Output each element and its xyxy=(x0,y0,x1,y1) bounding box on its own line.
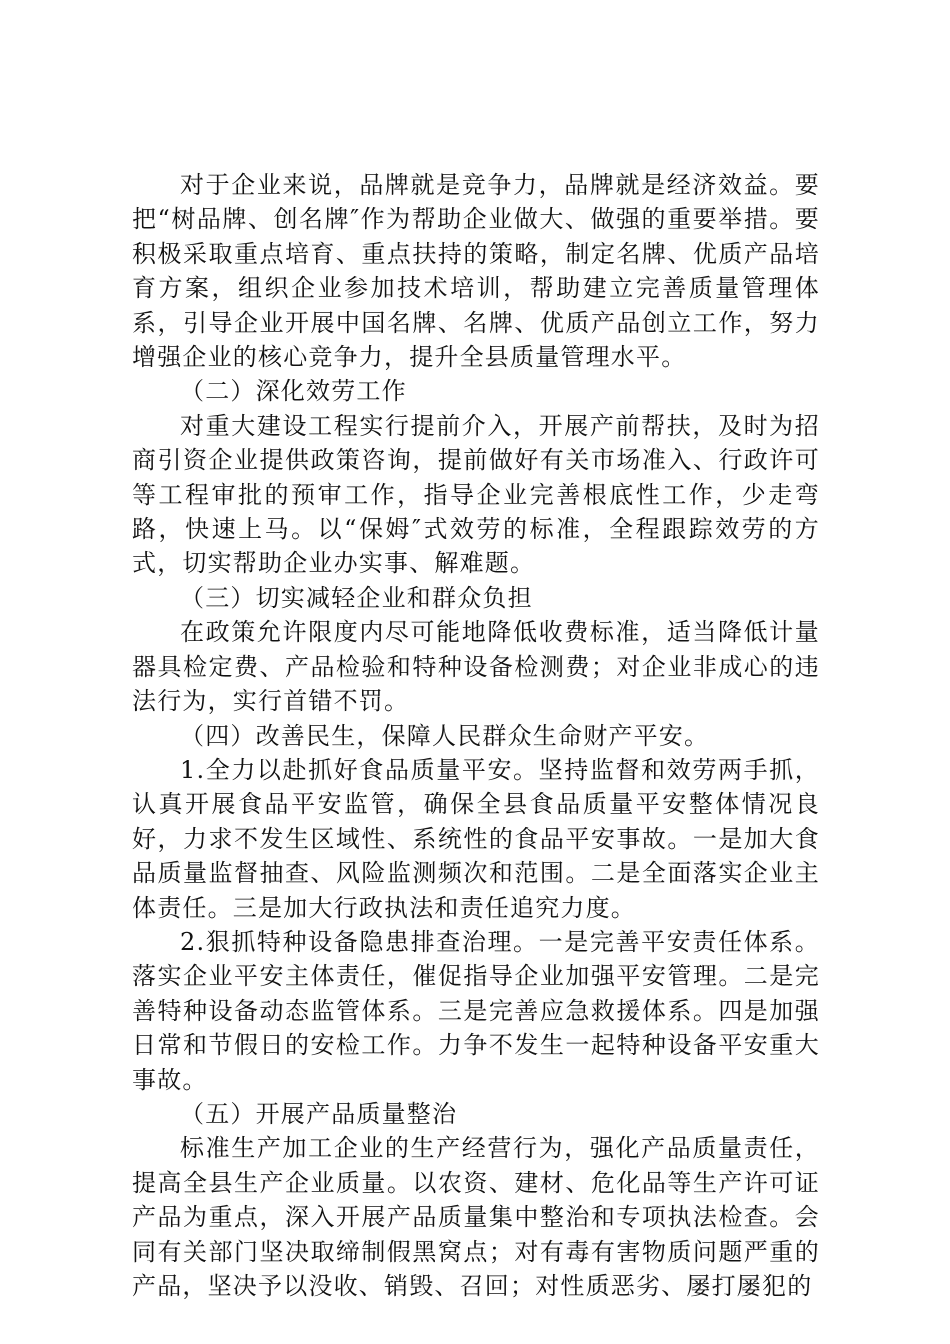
paragraph-food-safety: 1.全力以赴抓好食品质量平安。坚持监督和效劳两手抓，认真开展食品平安监管，确保全县食品质量平安整体情况良好，力求不发生区域性、系统性的食品平安事故。一是加大食品质量监督抽查、风险监测频次和范围。二是全面落实企业主体责任。三是加大行政执法和责任追究力度。 xyxy=(132,755,820,922)
paragraph-service: 对重大建设工程实行提前介入，开展产前帮扶，及时为招商引资企业提供政策咨询，提前做好有关市场准入、行政许可等工程审批的预审工作，指导企业完善根底性工作，少走弯路，快速上马。以“保姆″式效劳的标准，全程跟踪效劳的方式，切实帮助企业办实事、解难题。 xyxy=(132,411,820,578)
paragraph-burden: 在政策允许限度内尽可能地降低收费标准，适当降低计量器具检定费、产品检验和特种设备检测费；对企业非成心的违法行为，实行首错不罚。 xyxy=(132,618,820,716)
heading-product-quality: （五）开展产品质量整治 xyxy=(180,1099,458,1128)
paragraph-product-quality: 标准生产加工企业的生产经营行为，强化产品质量责任，提高全县生产企业质量。以农资、建材、危化品等生产许可证产品为重点，深入开展产品质量集中整治和专项执法检查。会同有关部门坚决取缔制假黑窝点；对有毒有害物质问题严重的产品，坚决予以没收、销毁、召回；对性质恶劣、屡打屡犯的 xyxy=(132,1134,820,1300)
paragraph-special-equipment: 2.狠抓特种设备隐患排查治理。一是完善平安责任体系。落实企业平安主体责任，催促指导企业加强平安管理。二是完善特种设备动态监管体系。三是完善应急救援体系。四是加强日常和节假日的安检工作。力争不发生一起特种设备平安重大事故。 xyxy=(132,927,820,1094)
paragraph-brand: 对于企业来说，品牌就是竞争力，品牌就是经济效益。要把“树品牌、创名牌″作为帮助企业做大、做强的重要举措。要积极采取重点培育、重点扶持的策略，制定名牌、优质产品培育方案，组织企业参加技术培训，帮助建立完善质量管理体系，引导企业开展中国名牌、名牌、优质产品创立工作，努力增强企业的核心竞争力，提升全县质量管理水平。 xyxy=(132,171,820,372)
heading-deepen-service: （二）深化效劳工作 xyxy=(180,377,407,406)
heading-livelihood: （四）改善民生，保障人民群众生命财产平安。 xyxy=(180,721,710,750)
document-body xyxy=(132,168,820,1303)
heading-reduce-burden: （三）切实减轻企业和群众负担 xyxy=(180,583,533,612)
